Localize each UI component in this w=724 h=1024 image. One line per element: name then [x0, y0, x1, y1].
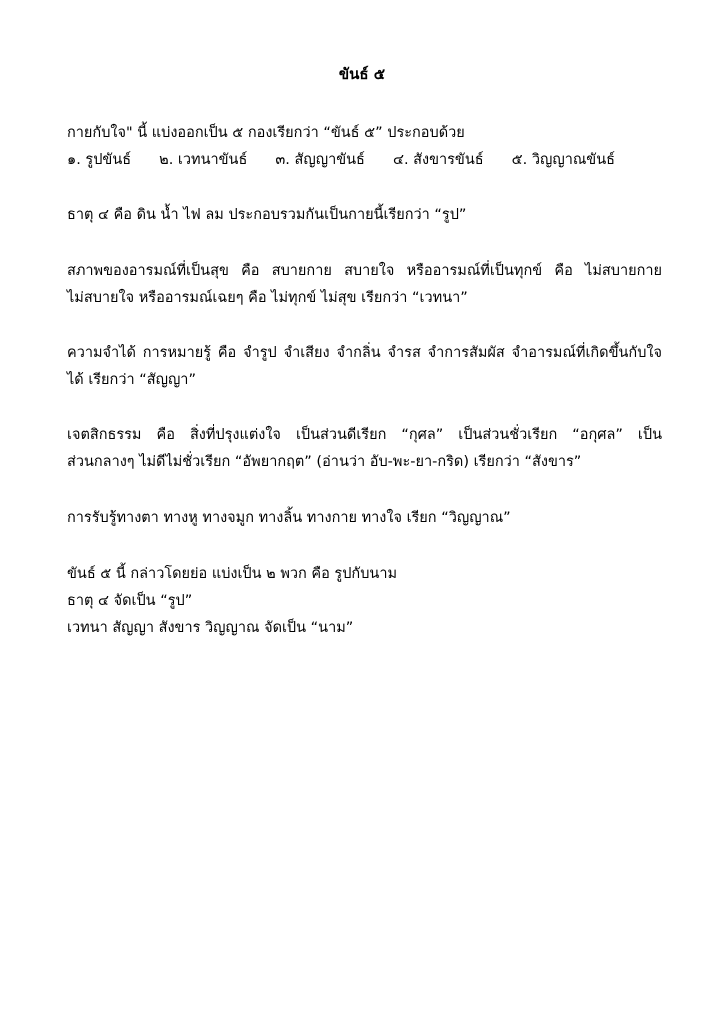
sankhara-line-1: เจตสิกธรรม คือ สิ่งที่ปรุงแต่งใจ เป็นส่วนดีเรียก “กุศล” เป็นส่วนชั่วเรียก “อกุศล” เป็น — [67, 427, 662, 443]
sankhara-paragraph — [67, 422, 662, 476]
list-item: ๒. เวทนาขันธ์ — [159, 152, 248, 168]
vedana-line-1: สภาพของอารมณ์ที่เป็นสุข คือ สบายกาย สบายใจ หรืออารมณ์ที่เป็นทุกข์ คือ ไม่สบายกาย — [67, 263, 662, 279]
list-item: ๔. สังขารขันธ์ — [392, 152, 484, 168]
rupa-line: ธาตุ ๔ คือ ดิน น้ำ ไฟ ลม ประกอบรวมกันเป็นกายนี้เรียกว่า “รูป” — [67, 207, 467, 223]
list-item: ๑. รูปขันธ์ — [67, 152, 132, 168]
intro-paragraph — [67, 120, 662, 174]
summary-line-3: เวทนา สัญญา สังขาร วิญญาณ จัดเป็น “นาม” — [67, 620, 354, 636]
list-item: ๓. สัญญาขันธ์ — [275, 152, 365, 168]
list-item: ๕. วิญญาณขันธ์ — [511, 152, 615, 168]
vinnana-line: การรับรู้ทางตา ทางหู ทางจมูก ทางลิ้น ทางกาย ทางใจ เรียก “วิญญาณ” — [67, 510, 511, 526]
sanna-paragraph — [67, 340, 662, 394]
summary-line-1: ขันธ์ ๕ นี้ กล่าวโดยย่อ แบ่งเป็น ๒ พวก คือ รูปกับนาม — [67, 566, 398, 582]
summary-paragraph — [67, 561, 662, 642]
sanna-line-1: ความจำได้ การหมายรู้ คือ จำรูป จำเสียง จำกลิ่น จำรส จำการสัมผัส จำอารมณ์ที่เกิดขึ้นกับใจ — [67, 345, 662, 361]
vedana-line-2: ไม่สบายใจ หรืออารมณ์เฉยๆ คือ ไม่ทุกข์ ไม่สุข เรียกว่า “เวทนา” — [67, 290, 468, 306]
summary-line-2: ธาตุ ๔ จัดเป็น “รูป” — [67, 593, 193, 609]
vedana-paragraph — [67, 258, 662, 312]
intro-line: กายกับใจ" นี้ แบ่งออกเป็น ๕ กองเรียกว่า “ขันธ์ ๕” ประกอบด้วย — [67, 125, 465, 141]
sanna-line-2: ได้ เรียกว่า “สัญญา” — [67, 372, 196, 388]
khandha-list — [67, 147, 615, 174]
rupa-paragraph — [67, 202, 662, 229]
page-title: ขันธ์ ๕ — [338, 65, 386, 83]
vinnana-paragraph — [67, 505, 662, 532]
sankhara-line-2: ส่วนกลางๆ ไม่ดีไม่ชั่วเรียก “อัพยากฤต” (อ่านว่า อับ-พะ-ยา-กริด) เรียกว่า “สังขาร” — [67, 454, 582, 470]
